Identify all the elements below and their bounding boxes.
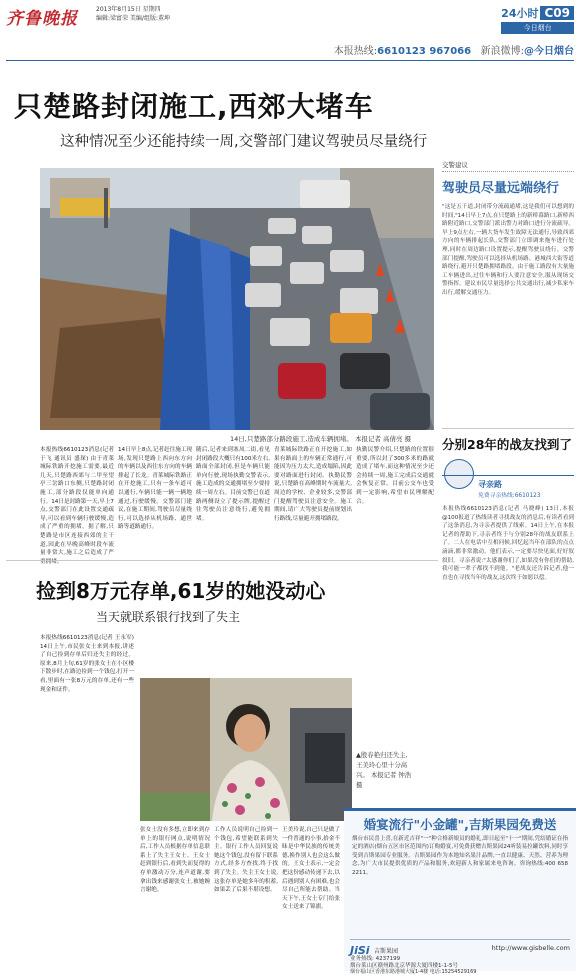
story1-column-2: 14日早上8点,记者赶往施工现场,发现只楚路上西向东方向的车辆以及西往东方向的车辆排起了长龙。青莱城际铁路正在开挖施工,只有一条车道可以通行,车辆只能一辆一辆地通过,行驶缓慢。交警部门建议,在施工期间,驾驶员尽量绕行,可以选择从机场路、通世路等道路通行。 <box>118 447 192 531</box>
hotline-numbers: 6610123 967066 <box>377 46 472 57</box>
page-number: C09 <box>540 6 574 20</box>
sidebar2-title: 分别28年的战友找到了 <box>442 437 572 452</box>
issue-meta <box>96 5 170 23</box>
story1-column-4: 青莱城际铁路正在开挖施工,如果有路面上的车辆正常通行,可能因为压力太大,造成塌陷,因此要对路面进行封闭。执勤民警说,只楚路在高峰期时车流量大,周边的学校、企业较多,交警部门提醒驾驶员注意安全。施工期间,请广大驾驶员提前规划出行路线,尽量避开拥堵路段。 <box>274 447 352 522</box>
story2-photo-caption: ▲殷春艳归还失主,王美玲心里十分高兴。 本报记者 钟浩 摄 <box>356 751 412 789</box>
weibo-handle: @今日烟台 <box>524 46 574 57</box>
seek-label: 寻亲路 <box>478 480 502 489</box>
traffic-jam-photo <box>40 168 434 430</box>
issue-date: 2013年8月15日 星期四 <box>96 6 161 13</box>
sidebar-title: 驾驶员尽量远端绕行 <box>442 181 560 196</box>
woman-portrait-illustration <box>140 678 352 821</box>
sidebar2-body: 本报热线6610123消息(记者 马晓峰) 13日,本报@100报道了热线读者寻找战友的消息后,有读者看到了这条消息,为寻亲者提供了线索。14日上午,在本报记者的帮助下,寻亲者终于与分别28年的战友联系上了。二人在电话中互相问候,回忆起当年在部队的点点滴滴,都非常激动。他们表示,一定要尽快见面,好好叙叙旧。寻亲者说:"太感谢你们了,如果没有你们的帮助,我可能一辈子都找不到他。"老战友还告诉记者,他一直也在寻找当年的战友,这次终于如愿以偿。 <box>442 506 574 581</box>
story2-column-3: 工作人员说明自己捡到一个钱包,希望能联系到失主。银行工作人员回复说她这个钱包,没有留下联系方式,经多方查找,终于找到了失主。失主王女士说,这张存单是她多年的积蓄,如果丢了后果不堪设想。 <box>214 827 278 894</box>
seek-hotline: 免费寻亲热线:6610123 <box>478 493 541 499</box>
sub-section-name: 今日烟台 <box>501 22 574 34</box>
story2-column-2: 张女士没有多想,立即来到存单上的银行网点,说明情况后,工作人员根据存单信息联系上了失主王女士。王女士赶到银行后,看到失而复得的存单激动万分,连声道谢,要拿出钱来感谢张女士,被她婉言谢绝。 <box>140 827 210 894</box>
brand-logo: JiSi <box>350 944 370 957</box>
story1-column-5: 执勤民警介绍,只楚路的位置很重要,所以封了300多米的路就造成了堵车,而这种情况至少还会持续一周,施工完成后交通就会恢复正常。目前公交车也受到一定影响,希望市民理解配合。 <box>356 447 434 505</box>
badge-rule <box>442 475 574 476</box>
weibo-label: 新浪微博: <box>480 46 524 57</box>
story2-headline: 捡到8万元存单,61岁的她没动心 <box>36 579 326 603</box>
brand-website: http://www.gisbelle.com <box>491 944 570 952</box>
traffic-advice-sidebar <box>442 160 574 420</box>
sidebar-body: "这是五千道,封闭带分流疏通堵,这是我们可以想到的时间,"14日早上7点,在只楚路上的新桥幕路口,新桥西路附近路口,交警部门派出警力对路口进行分流疏导。早上9点左右,一辆大货车发生故障无法通行,导致西郊方向的车辆排起长队,交警部门立即调来拖车进行处理,同时在周边路口设置提示,提醒驾驶员绕行。交警部门提醒,驾驶员可以选择从机场路、港城西大街等道路绕行,避开只楚路拥堵路段。由于施工路段有大量施工车辆进出,过往车辆和行人要注意安全,服从现场交警指挥。建议市民尽量选择公共交通出行,减少私家车出行,缓解交通压力。 <box>442 204 574 296</box>
ad-hotline: 业务热线: 4237199 <box>350 956 401 962</box>
juice-advertisement <box>344 808 576 975</box>
section-header <box>501 2 574 34</box>
hotline-label: 本报热线: <box>333 46 378 57</box>
hotline-bar <box>334 42 574 57</box>
ad-title: 婚宴流行"小金罐",吉斯果园免费送 <box>363 817 557 832</box>
ad-address-1: 烟台莱山区赣州路北京华源大厦四楼1-1-5号 <box>350 963 458 969</box>
veteran-reunion-sidebar <box>442 428 574 748</box>
story2-subheadline: 当天就联系银行找到了失主 <box>96 610 241 624</box>
brand-name: 吉斯果园 <box>374 948 399 955</box>
seek-relatives-badge <box>442 459 574 499</box>
woman-portrait-photo <box>140 678 352 821</box>
header-rule <box>6 60 574 61</box>
ad-footer <box>350 939 570 975</box>
story-divider <box>6 560 438 561</box>
masthead <box>0 0 580 34</box>
ad-address-2: 烟台福山区香港东路港城大厦1-4楼 电话:15254529169 <box>350 969 477 975</box>
traffic-jam-illustration <box>40 168 434 430</box>
newspaper-logo: 齐鲁晚报 <box>6 9 78 29</box>
story2-column-1: 本报热线6610123消息(记者 王永军) 14日上午,市民张女士来到本报,讲述了自己捡到存单后归还失主的经过。原来,8月上旬,61岁的张女士在小区楼下散步时,在路边捡到一个钱包,打开一看,里面有一张8万元的存单,还有一些现金和证件。 <box>40 635 134 693</box>
story2-column-4: 王美玲说,自己只是做了一件普通的小事,拾金不昧是中华民族的传统美德,换作别人也会这么做的。王女士表示,一定会把这份感动传递下去,以后遇到别人有困难,也会尽自己所能去帮助。当天下午,王女士专门给张女士送来了锦旗。 <box>282 827 340 911</box>
story1-photo-caption: 14日,只楚路部分路段施工,造成车辆拥堵。 本报记者 高倩亮 摄 <box>230 435 412 443</box>
sidebar-tag: 交警建议 <box>442 160 574 172</box>
magnifier-icon <box>444 459 474 489</box>
story1-column-3: 随后,记者来到塞凤二街,看见封闭路段大概只有100米左右,路面全部封闭,但是车辆只能单向行驶,现场执勤交警表示,施工造成的交通拥堵至少要持续一周左右。目前交警已在道路两侧设立了提示牌,提醒过往驾驶员注意绕行,避免拥堵。 <box>196 447 270 522</box>
ad-body: 烟台市民喜上喜,在新近吉祥"一"种合格新娘员的婚礼,即日起至"十一"期间,凭结婚证在指定的酒店(烟台五区市区范围内)订购婚宴,可免费获赠吉斯果园24听装易拉罐饮料,同时享受到吉斯果园专业服务。吉斯果园作为本地知名果汁品牌,一直以健康、天然、营养为理念,为广大市民提供优质的产品和服务,欢迎新人和家属来电咨询。咨询热线:400 658 2211。 <box>352 836 568 876</box>
story1-column-1: 本报热线6610123消息(记者 于飞 通讯员 盛琛) 由于青莱城际铁路开挖施工需要,最近几天,只楚路西郊与二甲至望亭三岔路口东侧,只楚路封闭施工,部分路段仅能单向通行。14日是封路第一天,早上7点,交警部门在此设置交通疏导,可以看到车辆行驶缓慢,造成了严重的拥堵。据了解,只楚路是市区连接西郊的主干道,因此在早晚高峰时段车流量非常大,施工之后造成了严重拥堵。 <box>40 447 114 565</box>
story1-headline: 只楚路封闭施工,西郊大堵车 <box>14 90 374 123</box>
story1-subheadline: 这种情况至少还能持续一周,交警部门建议驾驶员尽量绕行 <box>60 134 428 150</box>
section-name: 24小时 <box>501 7 539 20</box>
editors-line: 编辑:梁富荣 美编/组版:董坤 <box>96 15 170 22</box>
